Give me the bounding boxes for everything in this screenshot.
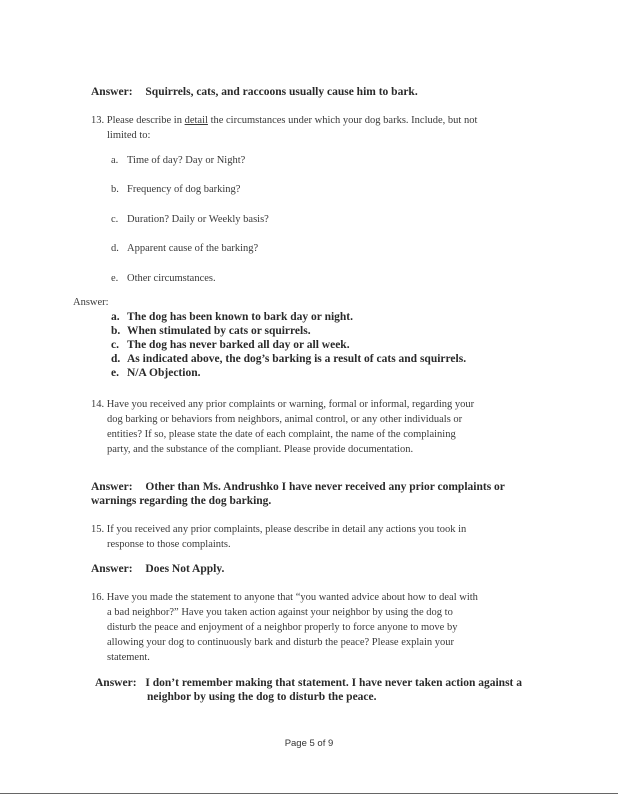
answer-14: [91, 481, 505, 493]
answer-13-item-a: a. The dog has been known to bark day or night.: [111, 311, 354, 323]
answer-label: Answer:: [91, 563, 133, 575]
answer-13-item-d: d. As indicated above, the dog’s barking is a result of cats and squirrels.: [111, 353, 467, 365]
question-line: Have you made the statement to anyone that “you wanted advice about how to deal with: [106, 592, 478, 603]
answer-label: Answer:: [91, 481, 133, 493]
question-text-underlined: detail: [184, 115, 208, 126]
question-16-line: a bad neighbor?” Have you taken action against your neighbor by using the dog to: [107, 607, 453, 618]
question-line: If you received any prior complaints, please describe in detail any actions you took in: [106, 524, 467, 535]
page-number: Page 5 of 9: [284, 738, 334, 749]
answer-16: [95, 677, 522, 689]
question-13: [91, 113, 477, 128]
question-16-line: allowing your dog to continuously bark and disturb the peace? Please explain your: [107, 637, 454, 648]
question-14-line: entities? If so, please state the date of each complaint, the name of the complaining: [107, 429, 456, 440]
question-text-after: the circumstances under which your dog barks. Include, but not: [210, 115, 478, 126]
answer-15: [91, 563, 224, 575]
question-13-line2: limited to:: [107, 130, 151, 141]
question-14-line: dog barking or behaviors from neighbors, animal control, or any other individuals or: [107, 414, 463, 425]
question-16: [91, 590, 478, 605]
answer-text: Squirrels, cats, and raccoons usually cause him to bark.: [145, 86, 418, 98]
answer-13-item-c: c. The dog has never barked all day or all week.: [111, 339, 350, 351]
question-line: Have you received any prior complaints or warning, formal or informal, regarding your: [106, 399, 475, 410]
question-13-item-e: e. Other circumstances.: [111, 273, 216, 284]
answer-13-item-b: b. When stimulated by cats or squirrels.: [111, 325, 311, 337]
question-14-line: party, and the substance of the compliant. Please provide documentation.: [107, 444, 414, 455]
answer-13-label: Answer:: [73, 297, 109, 308]
question-13-item-a: a. Time of day? Day or Night?: [111, 155, 246, 166]
question-13-item-c: c. Duration? Daily or Weekly basis?: [111, 214, 269, 225]
question-16-line: disturb the peace and enjoyment of a neighbor properly to force anyone to move by: [107, 622, 458, 633]
question-number: 14.: [91, 399, 105, 410]
question-16-line: statement.: [107, 652, 150, 663]
question-text-before: Please describe in: [106, 115, 182, 126]
question-number: 15.: [91, 524, 105, 535]
answer-text: Other than Ms. Andrushko I have never received any prior complaints or: [145, 481, 505, 493]
question-number: 16.: [91, 592, 105, 603]
question-13-item-b: b. Frequency of dog barking?: [111, 184, 241, 195]
answer-12: [91, 86, 418, 98]
answer-13-item-e: e. N/A Objection.: [111, 367, 201, 379]
answer-label: Answer:: [95, 677, 137, 689]
question-number: 13.: [91, 115, 105, 126]
answer-16-line2: neighbor by using the dog to disturb the peace.: [147, 691, 377, 703]
answer-14-line2: warnings regarding the dog barking.: [91, 495, 272, 507]
answer-label: Answer:: [91, 86, 133, 98]
page-bottom-rule: [0, 793, 618, 794]
question-14: [91, 397, 474, 412]
answer-text: Does Not Apply.: [145, 563, 225, 575]
question-13-item-d: d. Apparent cause of the barking?: [111, 243, 259, 254]
question-15: [91, 522, 466, 537]
answer-text: I don’t remember making that statement. I have never taken action against a: [145, 677, 523, 689]
question-15-line: response to those complaints.: [107, 539, 231, 550]
